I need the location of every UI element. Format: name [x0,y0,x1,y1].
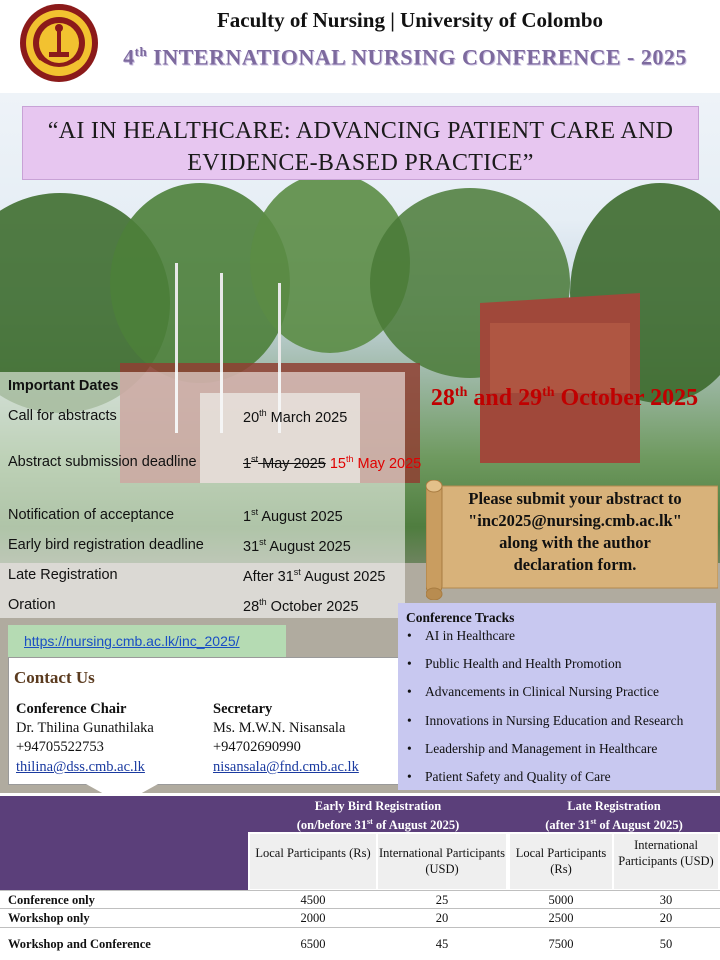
date-value: 31st August 2025 [243,537,351,555]
secretary-name: Ms. M.W.N. Nisansala [213,720,346,736]
important-dates-title: Important Dates [8,378,119,394]
conference-title: 4th INTERNATIONAL NURSING CONFERENCE - 2025 [123,44,687,70]
secretary-role: Secretary [213,701,273,717]
date-label: Late Registration [8,567,118,583]
track-item: • Innovations in Nursing Education and Research [407,713,684,728]
conference-date: 28th and 29th October 2025 [430,385,699,411]
date-label: Early bird registration deadline [8,537,204,553]
fee-cell: 6500 [300,937,326,951]
fee-cell: 45 [435,937,449,951]
contact-title: Contact Us [14,668,95,687]
fee-cell: 5000 [548,893,574,907]
track-item: • AI in Healthcare [407,628,515,643]
chair-email[interactable]: thilina@dss.cmb.ac.lk [16,759,145,775]
fee-cell: 2000 [300,911,326,925]
university-crest-logo [18,2,100,84]
fee-cell: 20 [659,911,673,925]
early-bird-header: Early Bird Registration (on/before 31st of August 2025) [248,796,508,832]
date-value: 28th October 2025 [243,597,359,615]
fee-cell: 2500 [548,911,574,925]
secretary-phone: +94702690990 [213,739,301,755]
date-value: After 31st August 2025 [243,567,386,585]
new-deadline: 15th May 2025 [325,454,422,472]
fee-cell: 30 [659,893,673,907]
chair-phone: +94705522753 [16,739,104,755]
fee-cell: 50 [659,937,673,951]
fee-row-label: Conference only [8,893,95,907]
divider [0,927,720,928]
date-label: Abstract submission deadline [8,454,197,470]
date-value: 1st August 2025 [243,507,343,525]
old-deadline: 1st May 2025 [243,454,326,472]
theme-line-2: EVIDENCE-BASED PRACTICE” [187,150,534,176]
submission-instructions: Please submit your abstract to "inc2025@nursing.cmb.ac.lk" along with the author declaration form. [468,489,682,574]
fee-row-label: Workshop and Conference [8,937,151,951]
date-value [243,454,421,472]
conference-website-link[interactable]: https://nursing.cmb.ac.lk/inc_2025/ [8,625,286,657]
fee-cell: 20 [435,911,449,925]
secretary-email[interactable]: nisansala@fnd.cmb.ac.lk [213,759,359,775]
col-intl-late: International Participants (USD) [614,834,718,889]
divider [0,908,720,909]
fee-row-label: Workshop only [8,911,90,925]
track-item: • Advancements in Clinical Nursing Practice [407,684,659,699]
conference-theme-box [22,106,699,180]
tracks-title: Conference Tracks [406,610,515,625]
track-item: • Public Health and Health Promotion [407,656,622,671]
date-label: Notification of acceptance [8,507,175,523]
track-item: • Leadership and Management in Healthcare [407,741,658,756]
track-item: • Patient Safety and Quality of Care [407,769,611,784]
late-registration-header: Late Registration (after 31st of August 2025) [508,796,720,832]
fee-cell: 7500 [548,937,574,951]
type-header-fill [0,832,248,890]
faculty-title: Faculty of Nursing | University of Colombo [216,8,604,32]
date-value: 20th March 2025 [243,408,348,426]
date-label: Call for abstracts [8,408,117,424]
col-local-early: Local Participants (Rs) [250,834,376,889]
col-local-late: Local Participants (Rs) [510,834,612,889]
divider [0,890,720,891]
chair-role: Conference Chair [16,701,127,717]
date-label: Oration [8,597,56,613]
col-intl-early: International Participants (USD) [378,834,506,889]
chair-name: Dr. Thilina Gunathilaka [16,720,154,736]
fee-cell: 4500 [300,893,326,907]
theme-line-1: “AI IN HEALTHCARE: ADVANCING PATIENT CARE AND [47,118,674,144]
fee-cell: 25 [435,893,449,907]
